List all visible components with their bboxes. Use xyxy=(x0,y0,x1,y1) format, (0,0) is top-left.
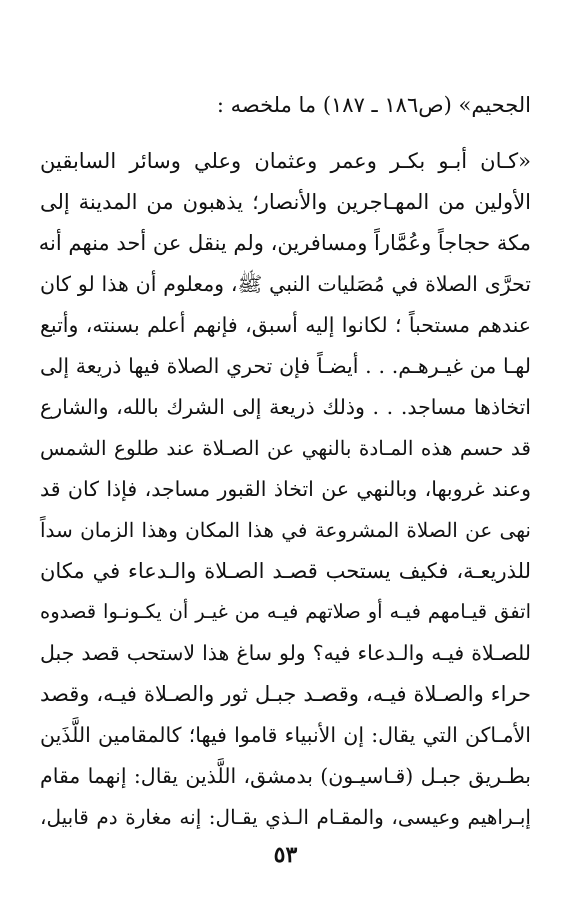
text-line-6: لهـا من غيـرهـم. . . أيضـاً فإن تحري الصلاة فيها ذريعة إلى xyxy=(40,354,531,378)
text-line-5: عندهم مستحباً ؛ لكانوا إليه أسبق، فإنهم أعلم بسنته، وأتبع xyxy=(40,313,531,337)
text-line-4: تحرَّى الصلاة في مُصَليات النبي ﷺ، ومعلوم أن هذا لو كان xyxy=(40,272,531,296)
header-line: الجحيم» (ص١٨٦ ـ ١٨٧) ما ملخصه : xyxy=(216,93,531,117)
page-number: ٥٣ xyxy=(273,842,298,868)
text-block xyxy=(38,85,531,829)
text-line-3: مكة حجاجاً وعُمَّاراً ومسافرين، ولم ينقل عن أحد منهم أنه xyxy=(38,231,531,255)
text-line-10: نهى عن الصلاة المشروعة في هذا المكان وهذا الزمان سداً xyxy=(40,518,531,542)
text-line-15: الأمـاكن التي يقال: إن الأنبياء قاموا فيها؛ كالمقامين اللَّذَين xyxy=(40,723,531,747)
text-line-8: قد حسم هذه المـادة بالنهي عن الصـلاة عند طلوع الشمس xyxy=(40,436,531,460)
text-line-16: بطـريق جبـل (قـاسيـون) بدمشق، اللَّذين يقال: إنهما مقام xyxy=(40,764,531,788)
text-line-7: اتخاذها مساجد. . . وذلك ذريعة إلى الشرك بالله، والشارع xyxy=(40,395,531,419)
text-line-1: «كـان أبـو بكـر وعمر وعثمان وعلي وسائر السابقين xyxy=(40,149,531,173)
text-line-13: للصـلاة فيـه والـدعاء فيه؟ ولو ساغ هذا لاستحب قصد جبل xyxy=(40,641,531,665)
text-line-11: للذريعـة، فكيف يستحب قصـد الصـلاة والـدعاء في مكان xyxy=(40,559,531,583)
text-line-2: الأولين من المهـاجرين والأنصار؛ يذهبون من المدينة إلى xyxy=(40,190,531,214)
text-line-12: اتفق قيـامهم فيـه أو صلاتهم فيـه من غيـر أن يكـونـوا قصدوه xyxy=(40,600,531,623)
text-line-9: وعند غروبها، وبالنهي عن اتخاذ القبور مساجد، فإذا كان قد xyxy=(40,477,531,501)
text-line-14: حراء والصـلاة فيـه، وقصـد جبـل ثور والصـلاة فيـه، وقصد xyxy=(40,682,531,706)
text-line-17: إبـراهيم وعيسى، والمقـام الـذي يقـال: إنه مغارة دم قابيل، xyxy=(40,805,531,829)
